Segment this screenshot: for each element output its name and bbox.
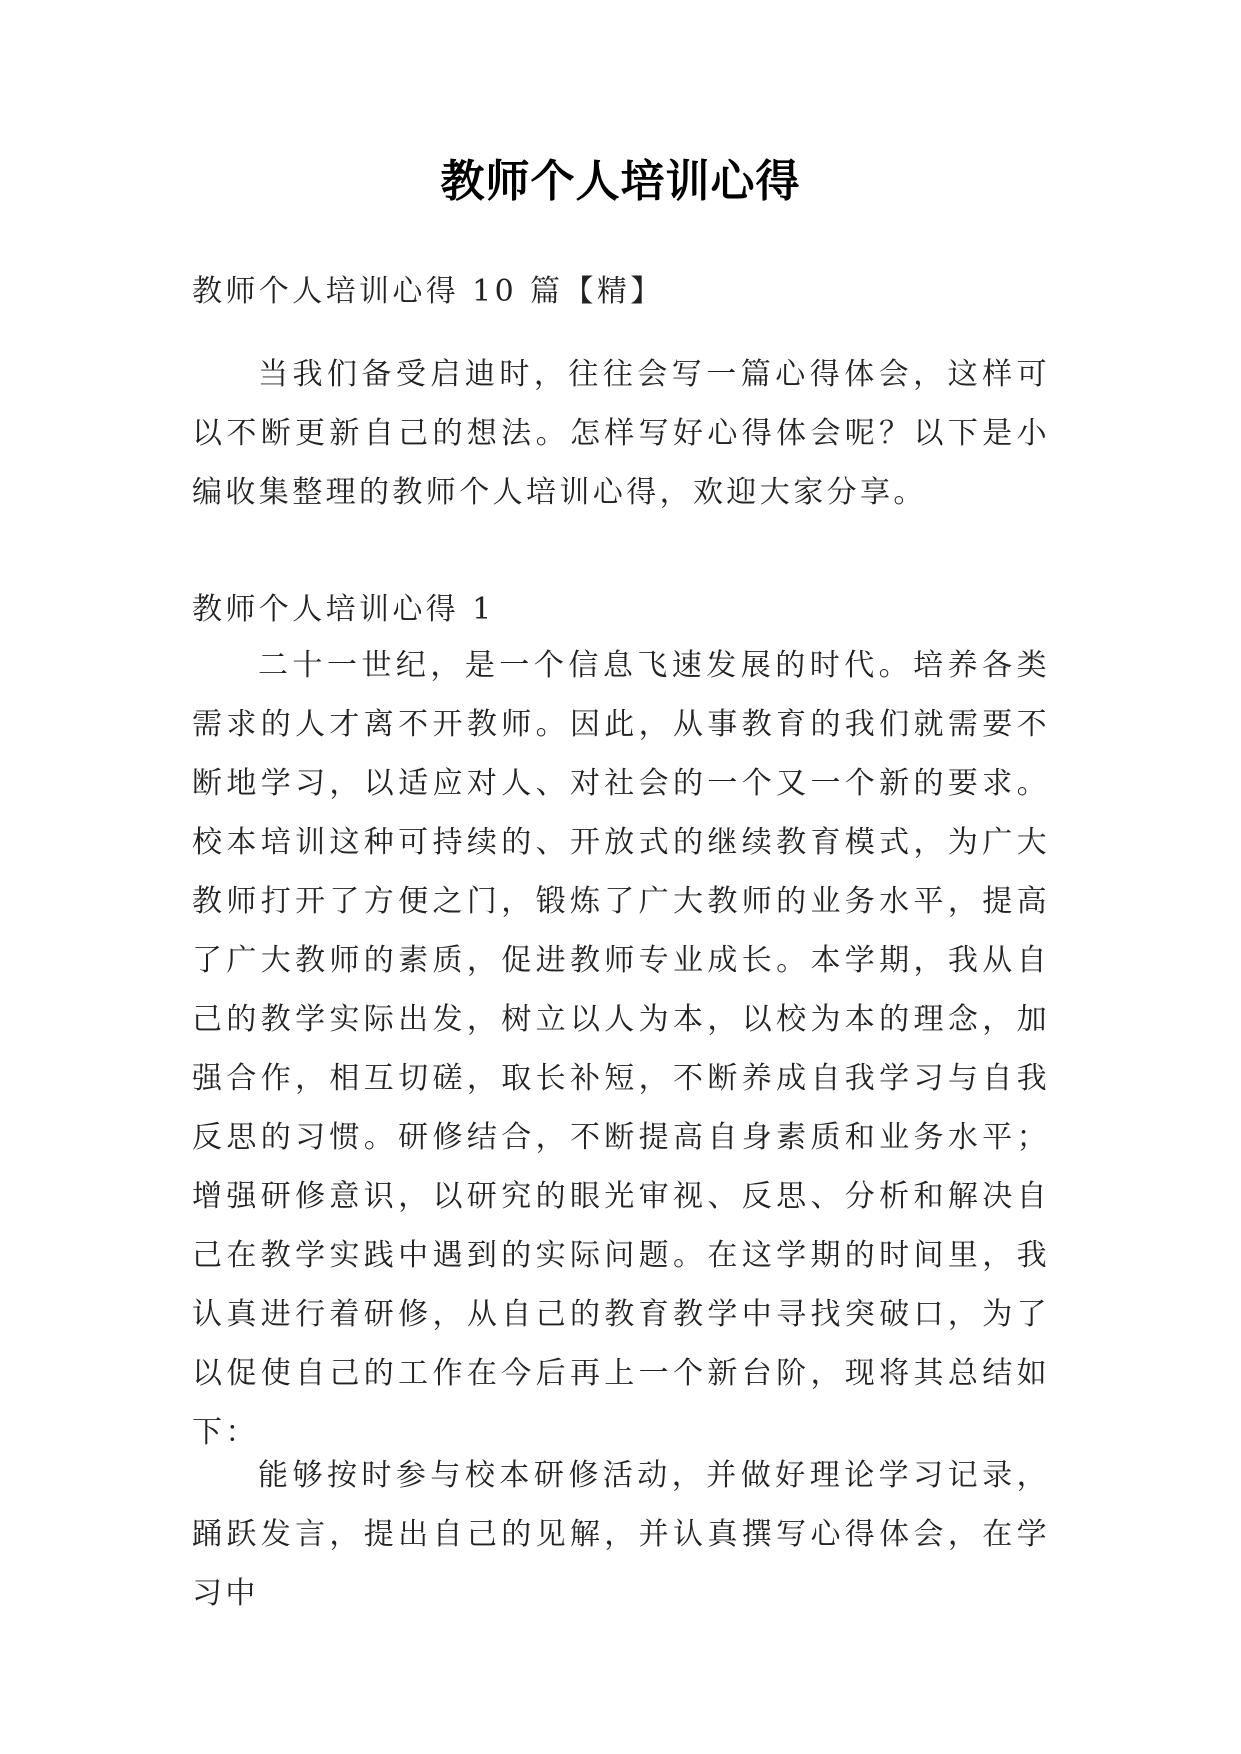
intro-paragraph: 当我们备受启迪时，往往会写一篇心得体会，这样可以不断更新自己的想法。怎样写好心得体会呢？以下是小编收集整理的教师个人培训心得，欢迎大家分享。 — [192, 357, 1050, 510]
document-subtitle: 教师个人培训心得 10 篇【精】 — [192, 274, 664, 309]
body-paragraph: 能够按时参与校本研修活动，并做好理论学习记录，踊跃发言，提出自己的见解，并认真撰写心得体会，在学习中 — [192, 1458, 1050, 1611]
section-heading: 教师个人培训心得 1 — [192, 592, 495, 627]
document-title: 教师个人培训心得 — [440, 156, 801, 207]
body-paragraph: 二十一世纪，是一个信息飞速发展的时代。培养各类需求的人才离不开教师。因此，从事教育的我们就需要不断地学习，以适应对人、对社会的一个又一个新的要求。校本培训这种可持续的、开放式的继续教育模式，为广大教师打开了方便之门，锻炼了广大教师的业务水平，提高了广大教师的素质，促进教师专业成长。本学期，我从自己的教学实际出发，树立以人为本，以校为本的理念，加强合作，相互切磋，取长补短，不断养成自我学习与自我反思的习惯。研修结合，不断提高自身素质和业务水平；增强研修意识，以研究的眼光审视、反思、分析和解决自己在教学实践中遇到的实际问题。在这学期的时间里，我认真进行着研修，从自己的教育教学中寻找突破口，为了以促使自己的工作在今后再上一个新台阶，现将其总结如下： — [192, 648, 1050, 1450]
